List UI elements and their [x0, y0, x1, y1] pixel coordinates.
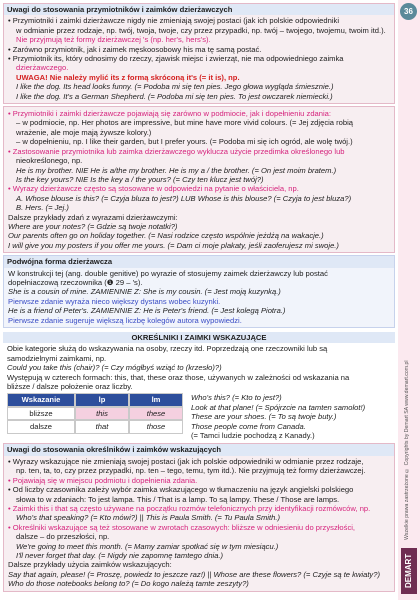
- text-line: – w podmiocie, np. Her photos are impressive, but mine have more vivid colours. (= Jej zdjęcia robią: [16, 118, 354, 128]
- text-line: dzierżawczego.: [16, 63, 69, 73]
- text-line: • Określniki wskazujące są też stosowane w zwrotach czasowych: bliższe w odniesieniu do przyszłości,: [8, 522, 356, 532]
- example-line: I will give you my posters if you offer me yours. (= Dam ci moje plakaty, jeśli zaoferujesz mi swoje.): [8, 240, 339, 250]
- example-line: Where are your notes? (= Gdzie są twoje notatki?): [8, 221, 178, 231]
- example-line: I like the dog. Its head looks funny. (= Podoba mi się ten pies. Jego głowa wygląda śmiesznie.): [16, 82, 334, 92]
- table-header: Wskazanie: [7, 393, 75, 406]
- text-line: Dalsze przykłady zdań z wyrazami dzierżawczymi:: [8, 212, 178, 222]
- text-line: nieokreślonego, np.: [16, 156, 83, 166]
- table-header: lm: [129, 393, 183, 406]
- text-line: np. ten, ta, to, czy przez przypadki, np. ten – tego, temu, tym itd.). Nie przyjmują też formy dzierżawczej.: [16, 466, 366, 476]
- sidebar: [398, 0, 420, 600]
- text-line: • Zastosowanie przymiotnika lub zaimka dzierżawczego wyklucza użycie przedimka określonego lub: [8, 146, 345, 156]
- example-line: We're going to meet this month. (= Mamy zamiar spotkać się w tym miesiącu.): [16, 541, 279, 551]
- text-line: Dalsze przykłady użycia zaimków wskazujących:: [8, 560, 172, 570]
- text-line: W konstrukcji tej (ang. double genitive) po wyrazie of stosujemy zaimek dzierżawczy lub postać: [8, 268, 328, 278]
- text-line: • Zaimki this i that są często używane na początku rozmów telefonicznych przy identyfikacji rozmówców, np.: [8, 503, 371, 513]
- warning-line: UWAGA! Nie należy mylić its z formą skróconą it's (= it is), np.: [16, 72, 240, 82]
- table-cell: these: [129, 407, 183, 420]
- text-line: samodzielnymi zaimkami, np.: [7, 353, 107, 363]
- table-cell: bliższe: [7, 407, 75, 420]
- text-line: • Od liczby czasownika zależy wybór zaimka wskazującego w tłumaczeniu na język angielski polskiego: [8, 485, 354, 495]
- example-line: Is the key yours? NIE Is the key a / the yours? (= Czy ten klucz jest twój?): [16, 174, 264, 184]
- text-line: • Wyrazy dzierżawcze często są stosowane w odpowiedzi na pytanie o właściciela, np.: [8, 184, 299, 194]
- text-line: • Zarówno przymiotnik, jak i zaimek męskoosobowy his ma tę samą postać.: [8, 44, 262, 54]
- example-line: She is a cousin of mine. ZAMIENNIE Z: She is my cousin. (= Jest moją kuzynką.): [8, 287, 281, 297]
- text-line: Występują w czterech formach: this, that, these oraz those, używanych w zależności od wskazania na: [7, 372, 350, 382]
- possessive-notes: [3, 3, 395, 104]
- example-line: Who's this? (= Kto to jest?): [191, 393, 282, 403]
- text-line: • Wyrazy wskazujące nie zmieniają swojej postaci (jak ich polskie odpowiedniki w odmianie przez rodzaje,: [8, 456, 364, 466]
- text-line: wrażenie, ale moje mają żywsze kolory.): [16, 127, 152, 137]
- example-line: These are your shoes. (= To są twoje buty.): [191, 412, 337, 422]
- table-row: [7, 420, 183, 433]
- demonstratives: [3, 330, 395, 441]
- example-line: Our parents often go on holiday together. (= Nasi rodzice często wspólnie jeżdżą na wakacje.): [8, 231, 324, 241]
- table-cell: this: [75, 407, 129, 420]
- main-content: [3, 3, 395, 594]
- copyright-text: Wszelkie prawa zastrzeżone © Copyrights by Demart SA www.demart.com.pl: [404, 360, 410, 540]
- example-line: (= Tamci ludzie pochodzą z Kanady.): [191, 431, 315, 441]
- demonstrative-examples: [191, 393, 391, 440]
- table-header: lp: [75, 393, 129, 406]
- text-line: – w dopełnieniu, np. I like their garden, but I prefer yours. (= Podoba mi się ich ogród, ale wolę twój.): [16, 137, 353, 147]
- example-line: Who do those notebooks belong to? (= Do kogo należą tamte zeszyty?): [8, 579, 249, 589]
- brand-logo: DEMART: [401, 548, 417, 594]
- text-line: • Przymiotnik its, który odnosimy do rzeczy, zjawisk miejsc i zwierząt, nie ma odpowiedniego zaimka: [8, 54, 344, 64]
- text-line: słowa to w zdaniach: To jest lampa. This / That is a lamp. To są lampy. These / Those are lamps.: [16, 494, 340, 504]
- table-header-row: [7, 393, 183, 406]
- example-line: B. Hers. (= Jej.): [16, 203, 69, 213]
- demonstratives-notes: [3, 443, 395, 591]
- example-line: Say that again, please! (= Proszę, powiedz to jeszcze raz!) || Whose are these flowers? (= Czyje są te kwiaty?): [8, 569, 380, 579]
- possessive-usage: [3, 106, 395, 253]
- example-line: I'll never forget that day. (= Nigdy nie zapomnę tamtego dnia.): [16, 550, 224, 560]
- note-line: Pierwsze zdanie sugeruje większą liczbę kolegów autora wypowiedzi.: [8, 315, 242, 325]
- page-number: 36: [400, 3, 417, 20]
- text-line: Nie przyjmują też formy dzierżawczej 's (np. her's, hers's).: [16, 35, 211, 45]
- example-line: Could you take this (chair)? (= Czy mógłbyś wziąć to (krzesło)?): [7, 363, 222, 373]
- example-line: He is my brother. NIE He is a/the my brother. He is my a / the brother. (= On jest moim bratem.): [16, 165, 337, 175]
- example-line: Those people come from Canada.: [191, 421, 306, 431]
- text-line: dopełniaczową rzeczownika (❶ 29 – 's).: [8, 277, 143, 287]
- demonstratives-table: [7, 393, 183, 440]
- example-line: I like the dog. It's a German Shepherd. (= Podoba mi się ten pies. To jest owczarek niemiecki.): [16, 91, 333, 101]
- text-line: Obie kategorie służą do wskazywania na osoby, rzeczy itd. Poprzedzają one rzeczowniki lub są: [7, 344, 328, 354]
- text-line: • Pojawiają się w miejscu podmiotu i dopełnienia zdania.: [8, 475, 198, 485]
- table-row: [7, 407, 183, 420]
- text-line: dalsze – do przeszłości, np.: [16, 532, 110, 542]
- double-genitive: [3, 255, 395, 328]
- section-title: OKREŚLNIKI I ZAIMKI WSKAZUJĄCE: [3, 332, 395, 343]
- section-title: Uwagi do stosowania przymiotników i zaimków dzierżawczych: [4, 4, 394, 15]
- text-line: • Przymiotniki i zaimki dzierżawcze nigdy nie zmieniają swojej postaci (jak ich polskie odpowiedniki: [8, 16, 340, 26]
- table-cell: those: [129, 420, 183, 433]
- section-title: Uwagi do stosowania określników i zaimków wskazujących: [4, 444, 394, 455]
- table-cell: dalsze: [7, 420, 75, 433]
- text-line: w odmianie przez rodzaje, np. twój, twoja, twoje, czy przez przypadki, np. twój – twojego, twojemu, twoim itd.).: [16, 25, 386, 35]
- note-line: Pierwsze zdanie wyraża nieco większy dystans wobec kuzynki.: [8, 296, 221, 306]
- text-line: bliższe / dalsze położenie oraz liczby.: [7, 382, 133, 392]
- text-line: • Przymiotniki i zaimki dzierżawcze pojawiają się zarówno w podmiocie, jak i dopełnieniu zdania:: [8, 109, 332, 119]
- example-line: He is a friend of Peter's. ZAMIENNIE Z: He is Peter's friend. (= Jest kolegą Piotra.): [8, 306, 286, 316]
- example-line: Who's that speaking? (= Kto mówi?) || This is Paula Smith. (= Tu Paula Smith.): [16, 513, 280, 523]
- table-cell: that: [75, 420, 129, 433]
- example-line: Look at that plane! (= Spójrzcie na tamten samolot!): [191, 402, 366, 412]
- example-line: A. Whose blouse is this? (= Czyja bluza to jest?) LUB Whose is this blouse? (= Czyja to jest bluza?): [16, 193, 352, 203]
- section-title: Podwójna forma dzierżawcza: [4, 256, 394, 267]
